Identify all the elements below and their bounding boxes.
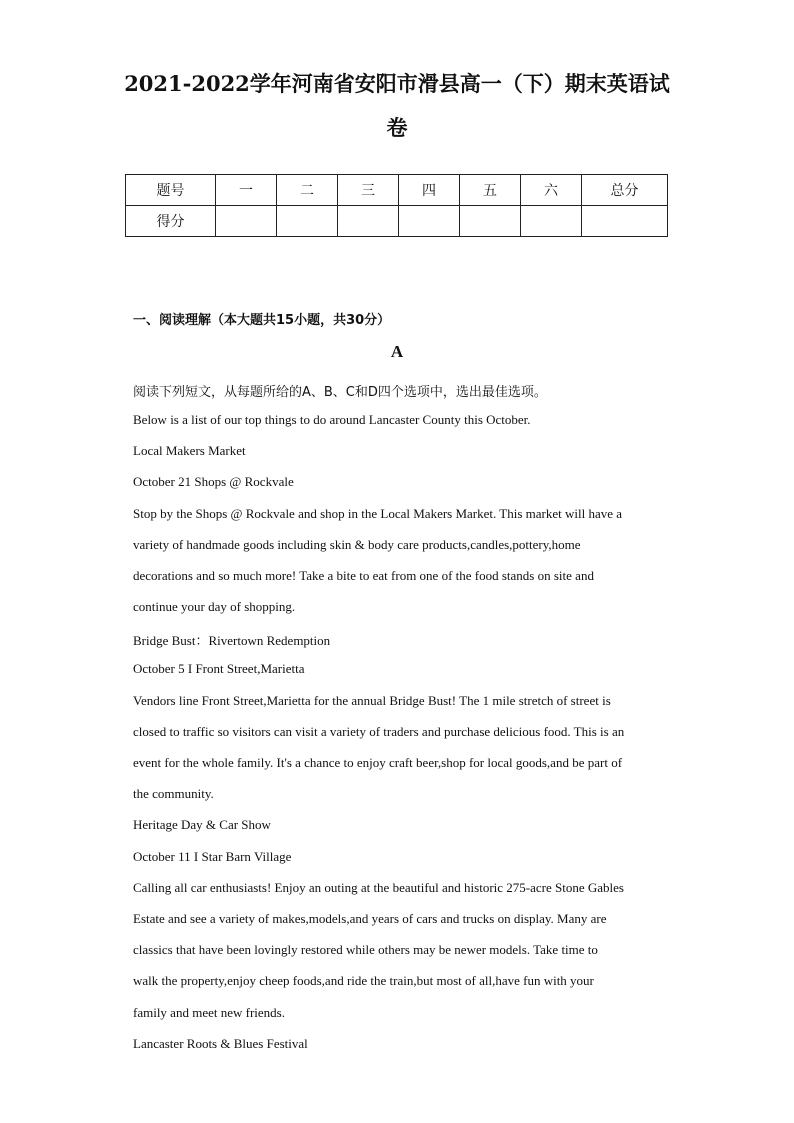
body-line: Below is a list of our top things to do around Lancaster County this October.	[133, 412, 531, 427]
body-line: continue your day of shopping.	[133, 599, 296, 614]
instruction-line: 阅读下列短文，从每题所给的A、B、C和D四个选项中，选出最佳选项。	[133, 385, 547, 400]
event-date: October 11 I Star Barn Village	[133, 849, 292, 864]
score-cell	[338, 206, 399, 237]
section-heading: 一、阅读理解（本大题共15小题，共30分）	[133, 313, 391, 328]
score-cell	[460, 206, 521, 237]
event-title: Local Makers Market	[133, 443, 246, 458]
body-line: family and meet new friends.	[133, 1005, 285, 1020]
score-cell	[399, 206, 460, 237]
body-line: classics that have been lovingly restored while others may be newer models. Take time to	[133, 942, 598, 957]
event-title: Bridge Bust：Rivertown Redemption	[133, 633, 331, 648]
header-cell-6: 六	[521, 175, 582, 206]
event-date: October 5 I Front Street,Marietta	[133, 661, 305, 676]
score-cell	[277, 206, 338, 237]
score-table-score-row	[126, 206, 668, 237]
passage-label: A	[390, 342, 404, 361]
score-cell	[216, 206, 277, 237]
body-line: Vendors line Front Street,Marietta for the annual Bridge Bust! The 1 mile stretch of street is	[133, 693, 611, 708]
header-cell-5: 五	[460, 175, 521, 206]
header-cell-2: 二	[277, 175, 338, 206]
body-line: Estate and see a variety of makes,models,and years of cars and trucks on display. Many are	[133, 911, 607, 926]
body-line: Calling all car enthusiasts! Enjoy an outing at the beautiful and historic 275-acre Stone Gables	[133, 880, 624, 895]
event-title: Heritage Day & Car Show	[133, 817, 271, 832]
row-label-score: 得分	[126, 206, 216, 237]
score-cell	[521, 206, 582, 237]
header-cell-total: 总分	[582, 175, 668, 206]
body-line: variety of handmade goods including skin & body care products,candles,pottery,home	[133, 537, 581, 552]
body-line: event for the whole family. It's a chance to enjoy craft beer,shop for local goods,and be part of	[133, 755, 623, 770]
document-title-line2: 卷	[386, 115, 408, 140]
event-date: October 21 Shops @ Rockvale	[133, 474, 294, 489]
body-line: Stop by the Shops @ Rockvale and shop in the Local Makers Market. This market will have a	[133, 506, 623, 521]
document-title-line1: 2021-2022学年河南省安阳市滑县高一（下）期末英语试	[124, 71, 670, 96]
score-table-header-row	[126, 175, 668, 206]
header-cell-1: 一	[216, 175, 277, 206]
body-line: decorations and so much more! Take a bite to eat from one of the food stands on site and	[133, 568, 594, 583]
header-cell-4: 四	[399, 175, 460, 206]
body-line: closed to traffic so visitors can visit a variety of traders and purchase delicious food. This is an	[133, 724, 625, 739]
header-cell-3: 三	[338, 175, 399, 206]
score-table	[125, 174, 668, 237]
event-title: Lancaster Roots & Blues Festival	[133, 1036, 308, 1051]
header-cell-number: 题号	[126, 175, 216, 206]
body-line: the community.	[133, 786, 214, 801]
body-line: walk the property,enjoy cheep foods,and ride the train,but most of all,have fun with your	[133, 973, 594, 988]
score-cell-total	[582, 206, 668, 237]
